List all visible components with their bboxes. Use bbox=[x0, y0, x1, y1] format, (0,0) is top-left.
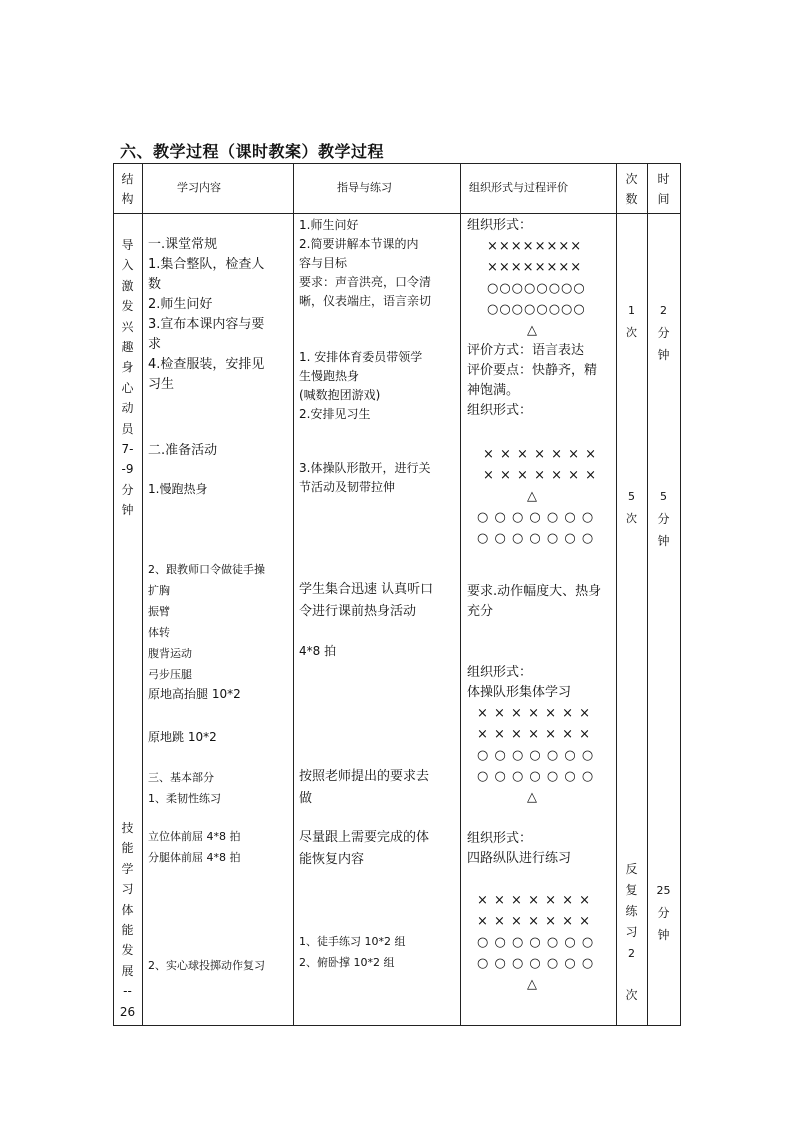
org-description: 体操队形集体学习 bbox=[467, 685, 572, 700]
header-guidance: 指导与练习 bbox=[337, 181, 392, 194]
column-divider bbox=[142, 163, 143, 1026]
warmup-title: 二.准备活动 bbox=[148, 443, 218, 458]
count-unit: 次 bbox=[626, 512, 637, 525]
teacher-marker: △ bbox=[527, 489, 538, 504]
count-char bbox=[616, 964, 647, 985]
time-unit: 钟 bbox=[657, 928, 670, 942]
formation-row: ×××××××× bbox=[487, 239, 583, 254]
formation-row: ○ ○ ○ ○ ○ ○ ○ bbox=[477, 531, 595, 546]
column-divider bbox=[293, 163, 294, 1026]
warmup-high-knees: 原地高抬腿 10*2 bbox=[148, 687, 241, 701]
guidance-line: 1. 安排体育委员带领学 bbox=[299, 350, 423, 364]
structure-char: 能 bbox=[121, 841, 134, 856]
requirement-line: 充分 bbox=[467, 604, 494, 619]
warmup-exercise-item: 扩胸 bbox=[148, 584, 170, 597]
structure-char: 入 bbox=[121, 258, 134, 273]
structure-char: 发 bbox=[121, 943, 134, 958]
routine-item: 3.宣布本课内容与要 bbox=[148, 317, 265, 332]
basic-item: 1、柔韧性练习 bbox=[148, 792, 221, 805]
content-routine bbox=[148, 235, 290, 395]
medicine-ball: 2、实心球投掷动作复习 bbox=[148, 959, 265, 972]
table-border bbox=[680, 163, 681, 1026]
org-formation-4 bbox=[467, 829, 571, 869]
guidance-line: 节活动及韧带拉伸 bbox=[299, 480, 396, 494]
structure-part1 bbox=[113, 235, 142, 521]
structure-char: 技 bbox=[121, 821, 134, 835]
guidance-follow bbox=[299, 766, 429, 810]
guidance-recovery bbox=[299, 827, 429, 871]
warmup-exercise-item: 体转 bbox=[148, 626, 170, 639]
page-title: 六、教学过程（课时教案）教学过程 bbox=[120, 142, 385, 161]
flexibility-items bbox=[148, 826, 241, 868]
time-value: 25 bbox=[656, 884, 671, 897]
guidance-line: 1.师生问好 bbox=[299, 218, 359, 232]
eval-points: 评价要点：快静齐，精 bbox=[467, 363, 598, 378]
count-char: 习 bbox=[625, 925, 638, 939]
count-1 bbox=[616, 300, 647, 344]
structure-char: 展 bbox=[121, 963, 134, 978]
formation-row: × × × × × × × bbox=[477, 727, 592, 742]
structure-char: 学 bbox=[121, 861, 134, 876]
structure-char: 员 bbox=[121, 421, 134, 436]
formation-row: ○ ○ ○ ○ ○ ○ ○ bbox=[477, 769, 595, 784]
guidance-line: (喊数抱团游戏) bbox=[299, 388, 381, 402]
formation-row: × × × × × × × bbox=[477, 706, 592, 721]
teacher-marker: △ bbox=[527, 323, 538, 338]
warmup-exercise-item: 腹背运动 bbox=[148, 647, 192, 660]
formation-row: ○ ○ ○ ○ ○ ○ ○ bbox=[477, 956, 595, 971]
guidance-assembly bbox=[299, 579, 433, 623]
formation-row: × × × × × × × bbox=[477, 914, 592, 929]
org-evaluation bbox=[467, 341, 597, 421]
formation-row: ○○○○○○○○ bbox=[487, 281, 586, 296]
guidance-line: 容与目标 bbox=[299, 256, 348, 270]
time-value: 5 bbox=[660, 490, 667, 503]
formation-row: × × × × × × × bbox=[483, 468, 598, 483]
formation-row: × × × × × × × bbox=[477, 893, 592, 908]
guidance-line: 晰，仪表端庄，语言亲切 bbox=[299, 294, 432, 308]
teacher-marker: △ bbox=[527, 977, 538, 992]
org-label: 组织形式： bbox=[467, 665, 533, 680]
header-organization: 组织形式与过程评价 bbox=[469, 181, 568, 194]
warmup-jog: 1.慢跑热身 bbox=[148, 482, 208, 496]
time-unit: 分 bbox=[657, 512, 670, 526]
org-requirement bbox=[467, 582, 601, 622]
formation-row: ○○○○○○○○ bbox=[487, 302, 586, 317]
time-2 bbox=[647, 486, 680, 552]
guidance-line: 2.安排见习生 bbox=[299, 407, 371, 421]
header-divider bbox=[113, 213, 681, 214]
routine-item: 求 bbox=[148, 337, 162, 352]
org-formation-4-grid bbox=[477, 890, 594, 995]
routine-item: 2.师生问好 bbox=[148, 297, 213, 312]
basic-part bbox=[148, 767, 221, 809]
routine-item: 4.检查服装，安排见 bbox=[148, 357, 265, 372]
formation-row: ○ ○ ○ ○ ○ ○ ○ bbox=[477, 748, 595, 763]
count-char: 复 bbox=[625, 883, 638, 897]
count-char: 次 bbox=[625, 988, 638, 1002]
guidance-line: 能恢复内容 bbox=[299, 852, 365, 867]
header-count-char: 数 bbox=[625, 192, 638, 207]
header-time bbox=[647, 169, 680, 210]
structure-char: 动 bbox=[121, 401, 134, 416]
org-label: 组织形式： bbox=[467, 403, 533, 418]
guidance-line: 1、徒手练习 10*2 组 bbox=[299, 935, 406, 948]
header-count-char: 次 bbox=[625, 172, 638, 186]
count-char: 2 bbox=[628, 947, 635, 960]
structure-char: 分 bbox=[121, 482, 134, 497]
structure-char: 26 bbox=[119, 1004, 136, 1019]
guidance-practice bbox=[299, 931, 406, 973]
time-1 bbox=[647, 300, 680, 366]
table-border bbox=[113, 1025, 681, 1026]
structure-char: 身 bbox=[121, 360, 134, 375]
count-unit: 次 bbox=[626, 326, 637, 339]
structure-char: 导 bbox=[121, 238, 134, 252]
time-unit: 分 bbox=[657, 326, 670, 340]
header-time-char: 间 bbox=[657, 192, 670, 207]
formation-row: ○ ○ ○ ○ ○ ○ ○ bbox=[477, 510, 595, 525]
structure-char: 7- bbox=[121, 442, 134, 457]
guidance-line: 2、俯卧撑 10*2 组 bbox=[299, 956, 395, 969]
warmup-exercise-title: 2、跟教师口令做徒手操 bbox=[148, 563, 265, 576]
guidance-line: 学生集合迅速 认真听口 bbox=[299, 582, 434, 597]
structure-char: 能 bbox=[121, 923, 134, 938]
routine-title: 一.课堂常规 bbox=[148, 237, 218, 252]
time-value: 2 bbox=[660, 304, 667, 317]
teacher-marker: △ bbox=[527, 790, 538, 805]
org-formation-3 bbox=[467, 663, 594, 808]
warmup-exercises bbox=[148, 559, 265, 685]
count-3 bbox=[616, 859, 647, 1006]
count-value: 5 bbox=[628, 490, 635, 503]
structure-char: 习 bbox=[121, 882, 134, 897]
header-structure-char: 结 bbox=[121, 172, 134, 186]
structure-char: 兴 bbox=[121, 319, 134, 334]
structure-char: 激 bbox=[121, 278, 134, 293]
routine-item: 1.集合整队，检查人 bbox=[148, 257, 265, 272]
org-label: 组织形式： bbox=[467, 218, 533, 233]
lesson-table bbox=[113, 163, 681, 1026]
time-3 bbox=[647, 880, 680, 946]
header-structure-char: 构 bbox=[121, 192, 134, 207]
guidance-line: 3.体操队形散开，进行关 bbox=[299, 461, 431, 475]
time-unit: 钟 bbox=[657, 534, 670, 548]
formation-row: ×××××××× bbox=[487, 260, 583, 275]
structure-char: 心 bbox=[121, 380, 134, 395]
warmup-exercise-item: 弓步压腿 bbox=[148, 668, 192, 681]
guidance-line: 尽量跟上需要完成的体 bbox=[299, 830, 430, 845]
org-label: 组织形式： bbox=[467, 831, 533, 846]
structure-part2 bbox=[113, 818, 142, 1022]
time-unit: 分 bbox=[657, 906, 670, 920]
formation-row: ○ ○ ○ ○ ○ ○ ○ bbox=[477, 935, 595, 950]
guidance-line: 要求：声音洪亮，口令清 bbox=[299, 275, 432, 289]
guidance-stretch bbox=[299, 459, 430, 497]
basic-title: 三、基本部分 bbox=[148, 771, 214, 784]
routine-item: 数 bbox=[148, 277, 162, 292]
org-formation-1 bbox=[467, 216, 586, 341]
structure-char: -9 bbox=[121, 462, 134, 477]
structure-char: 钟 bbox=[121, 503, 134, 518]
warmup-exercise-item: 振臂 bbox=[148, 605, 170, 618]
header-structure bbox=[113, 169, 142, 210]
header-content: 学习内容 bbox=[177, 181, 221, 194]
structure-char: 发 bbox=[121, 299, 134, 314]
count-char: 练 bbox=[625, 904, 638, 918]
guidance-line: 2.简要讲解本节课的内 bbox=[299, 237, 419, 251]
guidance-line: 按照老师提出的要求去 bbox=[299, 769, 430, 784]
count-value: 1 bbox=[628, 304, 635, 317]
guidance-line: 做 bbox=[299, 791, 313, 806]
org-description: 四路纵队进行练习 bbox=[467, 851, 572, 866]
structure-char: -- bbox=[123, 984, 132, 999]
time-unit: 钟 bbox=[657, 348, 670, 362]
guidance-warmup bbox=[299, 348, 422, 424]
formation-row: × × × × × × × bbox=[483, 447, 598, 462]
requirement-line: 要求.动作幅度大、热身 bbox=[467, 584, 602, 599]
guidance-routine bbox=[299, 216, 431, 311]
guidance-line: 生慢跑热身 bbox=[299, 369, 360, 383]
count-char: 反 bbox=[625, 862, 638, 876]
count-2 bbox=[616, 486, 647, 530]
org-formation-2 bbox=[477, 444, 597, 549]
structure-char: 趣 bbox=[121, 340, 134, 355]
warmup-jump: 原地跳 10*2 bbox=[148, 730, 217, 744]
header-count bbox=[616, 169, 647, 210]
eval-method: 评价方式：语言表达 bbox=[467, 343, 585, 358]
guidance-beats: 4*8 拍 bbox=[299, 644, 337, 658]
flexibility-item: 分腿体前屈 4*8 拍 bbox=[148, 851, 241, 864]
guidance-line: 令进行课前热身活动 bbox=[299, 604, 417, 619]
column-divider bbox=[460, 163, 461, 1026]
table-border bbox=[113, 163, 681, 164]
structure-char: 体 bbox=[121, 902, 134, 917]
header-time-char: 时 bbox=[657, 172, 670, 186]
eval-points: 神饱满。 bbox=[467, 383, 520, 398]
routine-item: 习生 bbox=[148, 377, 175, 392]
flexibility-item: 立位体前屈 4*8 拍 bbox=[148, 830, 241, 843]
